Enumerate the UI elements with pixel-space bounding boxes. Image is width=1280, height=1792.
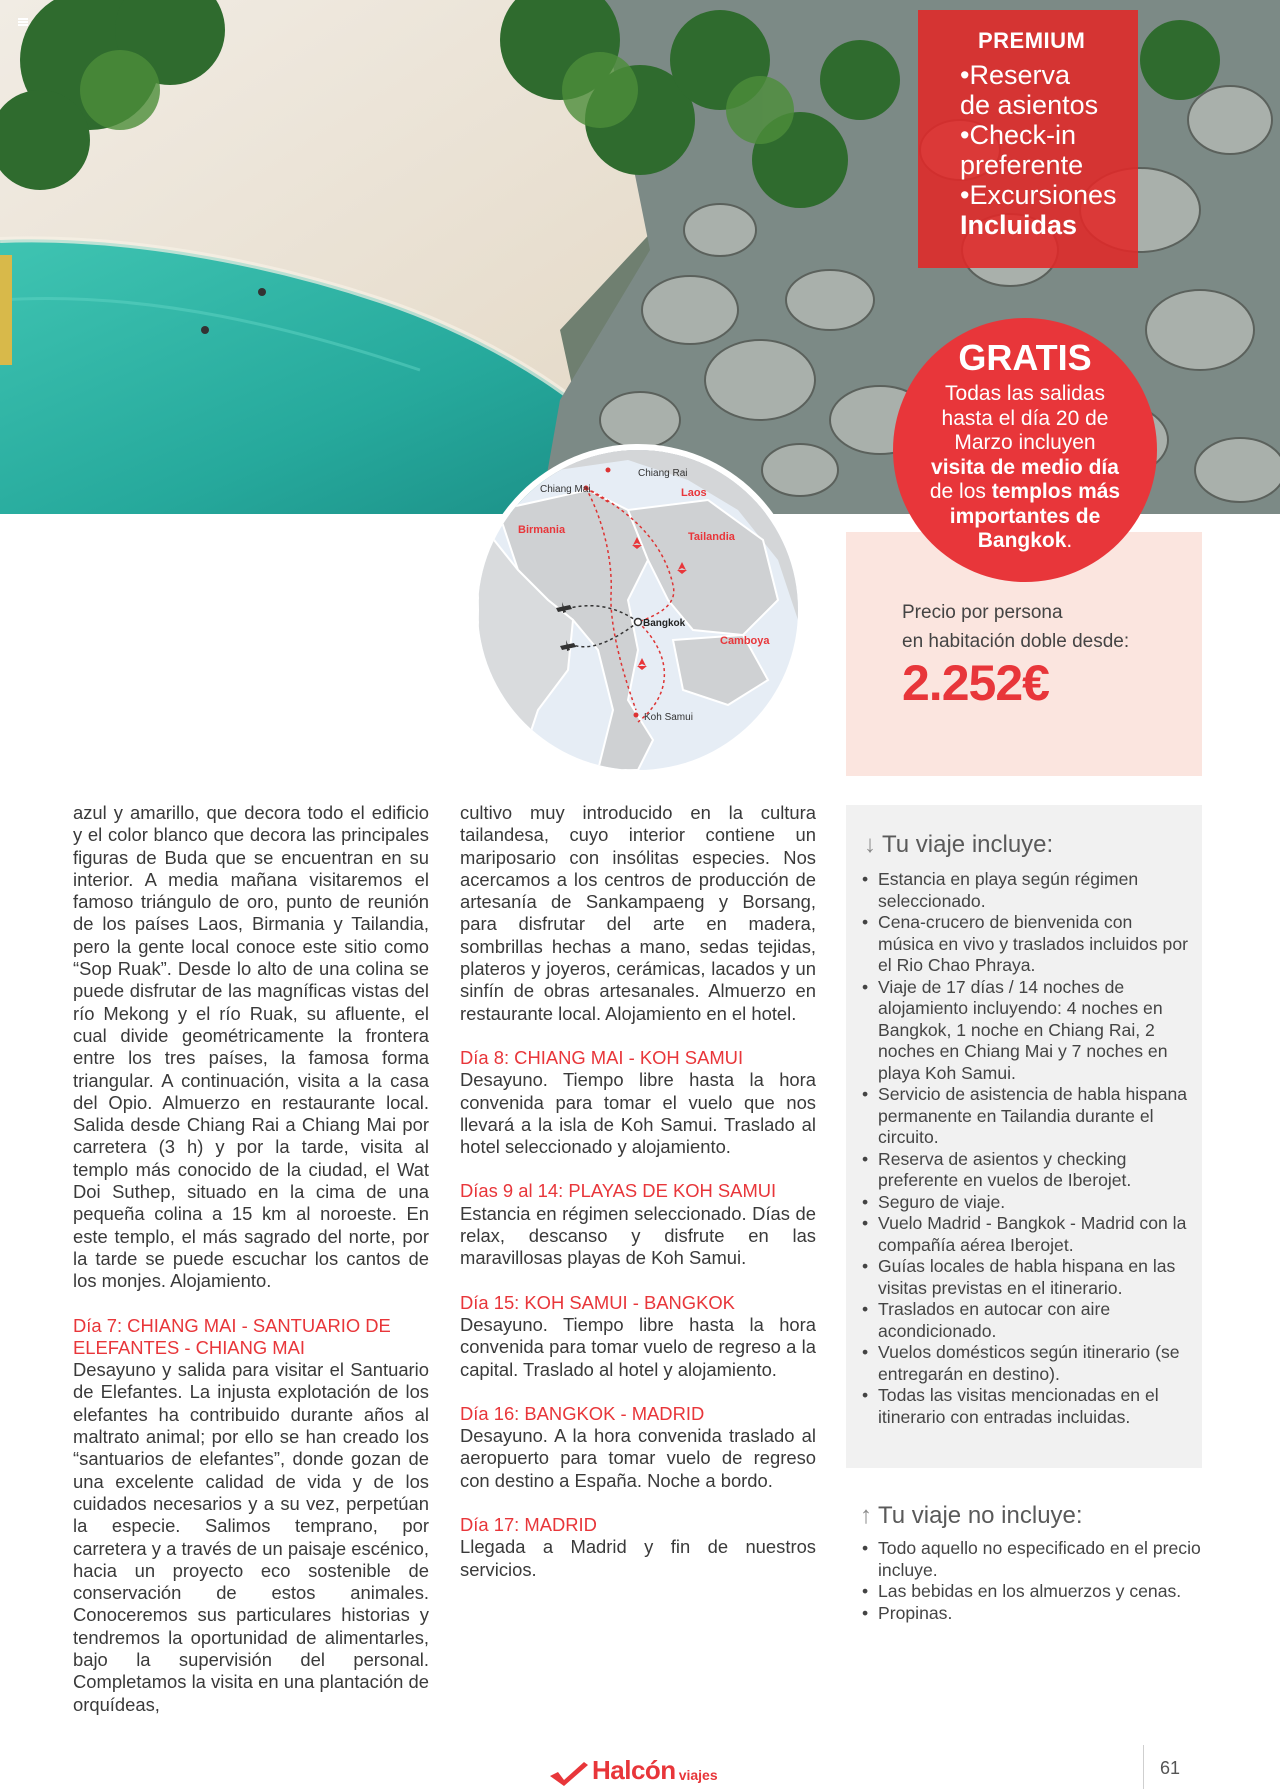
day-title: Día 16: BANGKOK - MADRID — [460, 1402, 705, 1424]
map-label-birmania: Birmania — [518, 524, 566, 536]
gratis-bold: templos más — [991, 480, 1121, 503]
map-label-chiang-mai: Chiang Mai — [540, 484, 591, 495]
gratis-line: Todas las salidas — [945, 382, 1105, 405]
excludes-item: • Todo aquello no especificado en el precio incluye. — [860, 1538, 1202, 1581]
map-label-laos: Laos — [681, 487, 707, 499]
premium-item: Incluidas — [960, 210, 1078, 240]
premium-item: •Check-in — [960, 120, 1076, 150]
gratis-bold: Bangkok — [977, 529, 1067, 552]
city-marker — [606, 468, 611, 473]
price-currency: € — [1022, 655, 1049, 711]
price-value — [902, 654, 1049, 712]
price-label-line: Precio por persona — [902, 602, 1063, 623]
excludes-item: • Las bebidas en los almuerzos y cenas. — [860, 1581, 1202, 1603]
gratis-line — [893, 456, 1157, 481]
premium-badge — [918, 10, 1138, 268]
city-marker — [634, 713, 639, 718]
gratis-bold: visita de medio día — [931, 455, 1119, 479]
price-label-line: en habitación doble desde: — [902, 631, 1130, 652]
menu-icon[interactable] — [18, 18, 28, 26]
arrow-up-icon: ↑ — [860, 1502, 872, 1529]
includes-item: • Vuelo Madrid - Bangkok - Madrid con la compañía aérea Iberojet. — [860, 1213, 1190, 1256]
premium-item: •Excursiones — [960, 180, 1117, 210]
premium-title: PREMIUM — [978, 28, 1086, 53]
includes-heading — [864, 831, 1053, 859]
includes-item: • Cena-crucero de bienvenida con música en vivo y traslados incluidos por el Rio Chao Phraya. — [860, 912, 1190, 977]
day-title: Días 9 al 14: PLAYAS DE KOH SAMUI — [460, 1180, 777, 1202]
price-label — [902, 598, 1129, 656]
includes-item: • Guías locales de habla hispana en las visitas previstas en el itinerario. — [860, 1256, 1190, 1299]
map-label-koh-samui: Koh Samui — [644, 712, 693, 723]
map-label-camboya: Camboya — [720, 635, 770, 647]
includes-item: • Reserva de asientos y checking preferente en vuelos de Iberojet. — [860, 1149, 1190, 1192]
gratis-line: Marzo incluyen — [954, 431, 1096, 454]
includes-item: • Seguro de viaje. — [860, 1192, 1190, 1214]
includes-item: • Todas las visitas mencionadas en el itinerario con entradas incluidas. — [860, 1385, 1190, 1428]
gratis-text: . — [1066, 529, 1073, 552]
halcon-wing-icon — [550, 1762, 588, 1786]
day-title: Día 7: CHIANG MAI - SANTUARIO DE ELEFANTES - CHIANG MAI — [73, 1314, 391, 1358]
premium-item: preferente — [960, 150, 1084, 180]
gratis-line — [893, 480, 1157, 505]
itinerary-column-2 — [460, 802, 816, 1581]
gratis-title: GRATIS — [958, 337, 1092, 378]
itinerary-paragraph: Desayuno. Tiempo libre hasta la hora convenida para tomar vuelo de regreso a la capital. Traslado al hotel y alojamiento. — [460, 1313, 816, 1380]
premium-item: •Reserva — [960, 60, 1070, 90]
gratis-line — [893, 505, 1157, 530]
itinerary-paragraph: Desayuno. Tiempo libre hasta la hora convenida para tomar el vuelo que nos llevará a la isla de Koh Samui. Traslado al hotel seleccionado y alojamiento. — [460, 1069, 816, 1158]
excludes-heading — [860, 1502, 1202, 1530]
gratis-line — [893, 529, 1157, 554]
map-label-chiang-rai: Chiang Rai — [638, 468, 688, 479]
route-map — [478, 450, 798, 770]
arrow-down-icon: ↓ — [864, 831, 876, 858]
halcon-logo — [550, 1755, 718, 1786]
map-label-bangkok: Bangkok — [643, 618, 686, 629]
includes-heading-text: Tu viaje incluye: — [882, 831, 1054, 858]
brand-name: Halcón — [592, 1755, 676, 1785]
brand-sub: viajes — [678, 1767, 718, 1783]
itinerary-paragraph: Estancia en régimen seleccionado. Días de relax, descanso y disfrute en las maravillosas playas de Koh Samui. — [460, 1202, 816, 1269]
gratis-badge — [893, 318, 1157, 582]
gratis-text: de los — [929, 480, 992, 503]
gratis-bold: importantes de — [949, 504, 1101, 528]
includes-list — [860, 869, 1190, 1428]
gratis-line: hasta el día 20 de — [941, 406, 1109, 430]
excludes-section — [846, 1502, 1202, 1624]
day-title: Día 15: KOH SAMUI - BANGKOK — [460, 1291, 735, 1313]
city-marker — [635, 619, 642, 626]
includes-item: • Servicio de asistencia de habla hispana permanente en Tailandia durante el circuito. — [860, 1084, 1190, 1149]
day-title: Día 17: MADRID — [460, 1514, 597, 1536]
itinerary-paragraph: Desayuno. A la hora convenida traslado al aeropuerto para tomar vuelo de regreso con destino a España. Noche a bordo. — [460, 1425, 816, 1491]
itinerary-paragraph: Llegada a Madrid y fin de nuestros servicios. — [460, 1536, 816, 1580]
page-number: 61 — [1160, 1758, 1181, 1778]
route-map-svg — [478, 450, 798, 770]
includes-box — [846, 805, 1202, 1468]
itinerary-paragraph: cultivo muy introducido en la cultura tailandesa, cuyo interior contiene un mariposario con insólitas especies. Nos acercamos a los centros de producción de artesanía de Sankampaeng y Borsang, para disfrutar del arte en madera, sombrillas hechas a mano, sedas tejidas, plateros y joyeros, cerámicas, lacados y un sinfín de obras artesanales. Almuerzo en restaurante local. Alojamiento en el hotel. — [460, 802, 816, 1024]
includes-item: • Traslados en autocar con aire acondicionado. — [860, 1299, 1190, 1342]
excludes-list — [860, 1538, 1202, 1624]
itinerary-paragraph: Desayuno y salida para visitar el Santuario de Elefantes. La injusta explotación de los elefantes ha contribuido durante años al maltrato animal; por ello se han creado los “santuarios de elefantes”, donde gozan de una excelente calidad de vida y de los cuidados necesarios y a su vez, perpetúan la especie. Salimos temprano, por carretera y a través de un paisaje escénico, hacia un proyecto eco sostenible de conservación de estos animales. Conoceremos sus particulares historias y tendremos la oportunidad de alimentarles, bajo la supervisión del personal. Completamos la visita en una plantación de orquídeas, — [73, 1359, 429, 1715]
price-amount: 2.252 — [902, 655, 1023, 711]
includes-item: • Viaje de 17 días / 14 noches de alojamiento incluyendo: 4 noches en Bangkok, 1 noche en Chiang Rai, 2 noches en Chiang Mai y 7 noches en playa Koh Samui. — [860, 977, 1190, 1085]
includes-item: • Vuelos domésticos según itinerario (se entregarán en destino). — [860, 1342, 1190, 1385]
day-title: Día 8: CHIANG MAI - KOH SAMUI — [460, 1046, 744, 1068]
premium-list — [960, 60, 1138, 240]
premium-item: de asientos — [960, 90, 1099, 120]
footer-divider — [1143, 1745, 1144, 1789]
excludes-heading-text: Tu viaje no incluye: — [878, 1502, 1083, 1529]
map-label-tailandia: Tailandia — [688, 531, 735, 543]
itinerary-column-1 — [73, 802, 429, 1716]
includes-item: • Estancia en playa según régimen seleccionado. — [860, 869, 1190, 912]
excludes-item: • Propinas. — [860, 1603, 1202, 1625]
itinerary-paragraph: azul y amarillo, que decora todo el edificio y el color blanco que decora las principales figuras de Buda que se encuentran en su interior. A media mañana visitaremos el famoso triángulo de oro, punto de reunión de los países Laos, Birmania y Tailandia, pero la gente local conoce este sitio como “Sop Ruak”. Desde lo alto de una colina se puede disfrutar de las magníficas vistas del río Mekong y el río Ruak, su afluente, el cual divide geométricamente la frontera entre los tres países, la famosa forma triangular. A continuación, visita a la casa del Opio. Almuerzo en restaurante local. Salida desde Chiang Rai a Chiang Mai por carretera (3 h) y por la tarde, visita al templo más conocido de la ciudad, el Wat Doi Suthep, situado en la cima de una pequeña colina a 15 km al noroeste. En este templo, el más sagrado del norte, por la tarde se puede escuchar los cantos de los monjes. Alojamiento. — [73, 802, 429, 1292]
